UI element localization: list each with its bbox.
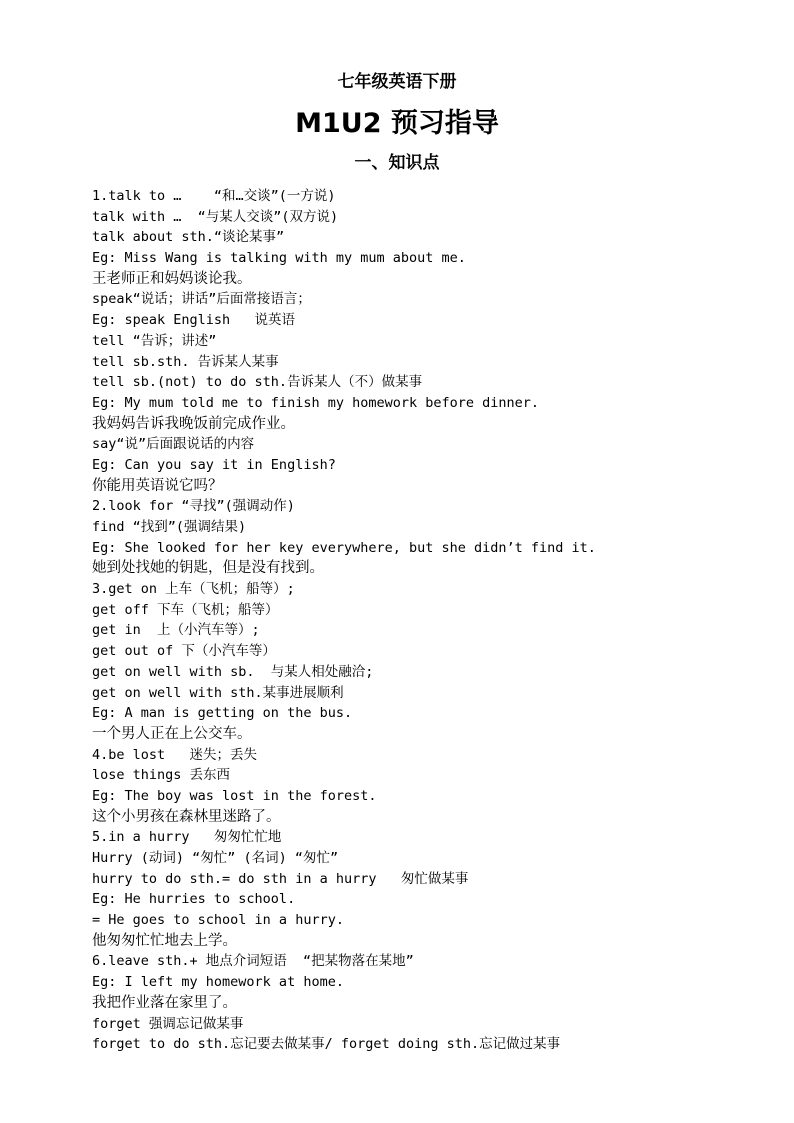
text-line: tell “告诉；讲述” — [92, 332, 217, 349]
text-line: 1.talk to … “和…交谈”(一方说) — [92, 188, 336, 204]
text-line: find “找到”(强调结果) — [92, 519, 247, 535]
text-line: 3.get on 上车（飞机；船等）; — [92, 581, 295, 598]
text-line: 一个男人正在上公交车。 — [92, 725, 252, 742]
text-line: 我妈妈告诉我晚饭前完成作业。 — [92, 415, 295, 432]
text-line: Eg: My mum told me to finish my homework before dinner. — [92, 394, 540, 411]
grade-title: 七年级英语下册 — [337, 72, 457, 92]
text-line: get on well with sth.某事进展顺利 — [92, 684, 344, 701]
text-line: Eg: The boy was lost in the forest. — [92, 787, 377, 804]
text-line: tell sb.(not) to do sth.告诉某人（不）做某事 — [92, 374, 423, 391]
text-line: 王老师正和妈妈谈论我。 — [92, 270, 252, 287]
text-line: talk with … “与某人交谈”(双方说) — [92, 208, 339, 225]
text-line: hurry to do sth.= do sth in a hurry 匆忙做某事 — [92, 870, 469, 887]
text-line: speak“说话；讲话”后面常接语言； — [92, 291, 311, 308]
text-line: Eg: She looked for her key everywhere, but she didn’t find it. — [92, 539, 596, 556]
text-line: 他匆匆忙忙地去上学。 — [92, 932, 237, 949]
text-line: 4.be lost 迷失；丢失 — [92, 746, 258, 763]
text-line: get out of 下（小汽车等） — [92, 643, 276, 660]
text-line: talk about sth.“谈论某事” — [92, 229, 285, 246]
knowledge-points-list — [92, 186, 772, 1055]
text-line: get on well with sb. 与某人相处融洽; — [92, 663, 374, 680]
text-line: Eg: speak English 说英语 — [92, 312, 296, 329]
text-line: Eg: I left my homework at home. — [92, 974, 344, 991]
text-line: get off 下车（飞机；船等） — [92, 601, 279, 618]
text-line: Eg: Can you say it in English? — [92, 456, 336, 473]
text-line: forget 强调忘记做某事 — [92, 1015, 244, 1032]
section-heading: 一、知识点 — [354, 153, 440, 173]
text-line: 你能用英语说它吗？ — [92, 477, 223, 494]
text-line: 6.leave sth.+ 地点介词短语 “把某物落在某地” — [92, 953, 414, 970]
text-line: 这个小男孩在森林里迷路了。 — [92, 808, 281, 825]
text-line: Eg: A man is getting on the bus. — [92, 705, 353, 722]
text-line: Eg: Miss Wang is talking with my mum about me. — [92, 250, 466, 267]
text-line: get in 上（小汽车等）; — [92, 622, 260, 639]
text-line: 2.look for “寻找”(强调动作) — [92, 498, 295, 515]
text-line: = He goes to school in a hurry. — [92, 912, 344, 929]
text-line: forget to do sth.忘记要去做某事/ forget doing sth.忘记做过某事 — [92, 1036, 561, 1053]
text-line: 我把作业落在家里了。 — [92, 994, 237, 1011]
text-line: 她到处找她的钥匙，但是没有找到。 — [92, 560, 324, 577]
text-line: Hurry (动词) “匆忙” (名词) “匆忙” — [92, 850, 339, 866]
text-line: lose things 丢东西 — [92, 767, 231, 784]
text-line: Eg: He hurries to school. — [92, 891, 296, 908]
page-title: M1U2 预习指导 — [295, 108, 499, 139]
text-line: tell sb.sth. 告诉某人某事 — [92, 353, 279, 370]
text-line: say“说”后面跟说话的内容 — [92, 436, 255, 453]
text-line: 5.in a hurry 匆匆忙忙地 — [92, 829, 282, 846]
